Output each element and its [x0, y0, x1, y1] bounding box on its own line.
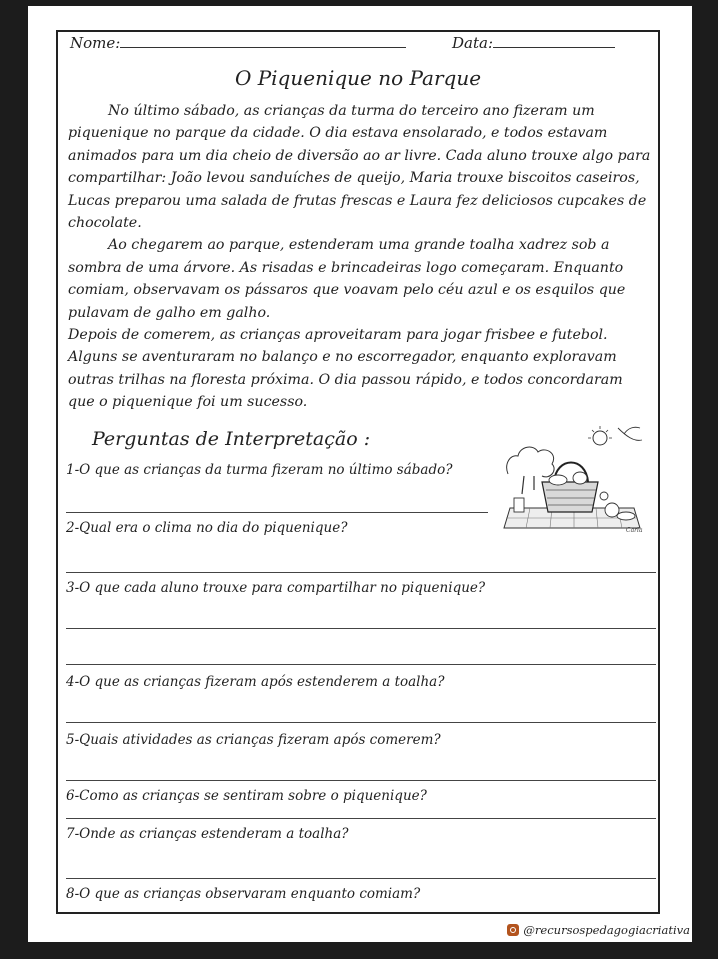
answer-line	[66, 722, 656, 723]
date-line	[493, 35, 615, 48]
name-label: Nome:	[70, 34, 121, 52]
answer-line	[66, 512, 488, 513]
story-paragraph-2: Ao chegarem ao parque, estenderam uma grande toalha xadrez sob a sombra de uma árvore. As risadas e brincadeiras logo começaram. Enquanto comiam, observavam os pássaros que voavam pelo céu azul e os esquilos que pulavam de galho em galho.	[68, 237, 626, 321]
answer-line	[66, 780, 656, 781]
answer-line	[66, 572, 656, 573]
question-7: 7-Onde as crianças estenderam a toalha?	[66, 826, 349, 842]
name-line	[120, 35, 406, 48]
instagram-icon	[507, 924, 519, 936]
answer-line	[66, 628, 656, 629]
date-field	[452, 34, 615, 56]
illustration-signature: Carla	[626, 527, 643, 534]
name-field	[70, 34, 406, 56]
story-text	[68, 100, 652, 414]
question-4: 4-O que as crianças fizeram após estenderem a toalha?	[66, 674, 445, 690]
picnic-basket-illustration	[500, 424, 644, 534]
question-6: 6-Como as crianças se sentiram sobre o piquenique?	[66, 788, 427, 804]
story-paragraph-1: No último sábado, as crianças da turma do terceiro ano fizeram um piquenique no parque da cidade. O dia estava ensolarado, e todos estavam animados para um dia cheio de diversão ao ar livre. Cada aluno trouxe algo para compartilhar: João levou sanduíches de queijo, Maria trouxe biscoitos caseiros, Lucas preparou uma salada de frutas frescas e Laura fez deliciosos cupcakes de chocolate.	[68, 103, 651, 232]
credit-handle: @recursospedagogiacriativa	[523, 923, 690, 937]
credit	[507, 923, 690, 937]
date-label: Data:	[452, 34, 493, 52]
question-8: 8-O que as crianças observaram enquanto comiam?	[66, 886, 421, 902]
answer-line	[66, 664, 656, 665]
story-paragraph-3: Depois de comerem, as crianças aproveitaram para jogar frisbee e futebol. Alguns se aventuraram no balanço e no escorregador, enquanto exploravam outras trilhas na floresta próxima. O dia passou rápido, e todos concordaram que o piquenique foi um sucesso.	[68, 327, 623, 411]
story-title: O Piquenique no Parque	[234, 66, 482, 90]
question-2: 2-Qual era o clima no dia do piquenique?	[66, 520, 348, 536]
answer-line	[66, 818, 656, 819]
answer-line	[66, 878, 656, 879]
question-1: 1-O que as crianças da turma fizeram no último sábado?	[66, 462, 453, 478]
question-5: 5-Quais atividades as crianças fizeram após comerem?	[66, 732, 441, 748]
questions-title: Perguntas de Interpretação :	[92, 428, 371, 450]
question-3: 3-O que cada aluno trouxe para compartilhar no piquenique?	[66, 580, 486, 596]
